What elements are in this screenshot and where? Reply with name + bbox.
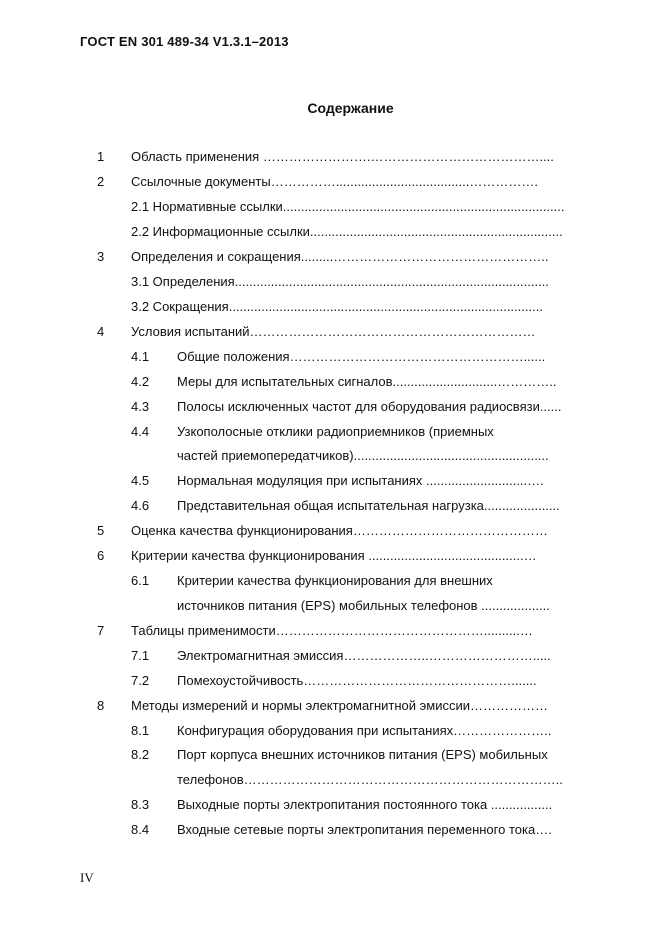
toc-entry-text: Условия испытаний………………………………………………………… <box>131 324 536 339</box>
toc-entry-text: Помехоустойчивость…………………………………………....... <box>177 673 537 688</box>
toc-entry-text: Узкополосные отклики радиоприемников (приемных <box>177 424 494 439</box>
toc-entry-number: 2 <box>97 174 105 189</box>
toc-entry-text: Конфигурация оборудования при испытаниях………………….. <box>177 723 552 738</box>
toc-entry-text: 3.1 Определения....................................................................................... <box>131 274 549 289</box>
toc-entry-number: 8 <box>97 698 105 713</box>
toc-entry-text: 3.2 Сокращения....................................................................................... <box>131 299 543 314</box>
toc-entry-number: 4.2 <box>131 374 150 389</box>
toc-entry-number: 4 <box>97 324 105 339</box>
toc-entry-number: 7.2 <box>131 673 150 688</box>
toc-entry-text: Область применения …………………….………………………………….... <box>131 149 554 164</box>
toc-entry-number: 4.1 <box>131 349 150 364</box>
toc-entry-number: 1 <box>97 149 105 164</box>
toc-entry-text: Методы измерений и нормы электромагнитной эмиссии……………… <box>131 698 548 713</box>
toc-entry-text: 2.2 Информационные ссылки...................................................................... <box>131 224 563 239</box>
toc-entry-number: 8.2 <box>131 747 150 762</box>
toc-entry-text: Оценка качества функционирования……………………………………… <box>131 523 548 538</box>
toc-entry-number: 7.1 <box>131 648 150 663</box>
toc-entry-text: телефонов……………………………………………………………….. <box>177 772 563 787</box>
toc-entry-number: 4.3 <box>131 399 150 414</box>
toc-entry-number: 4.5 <box>131 473 150 488</box>
toc-entry-number: 6 <box>97 548 105 563</box>
toc-entry-text: Критерии качества функционирования ...........................................… <box>131 548 537 563</box>
toc-entry-number: 6.1 <box>131 573 150 588</box>
toc-entry-number: 8.4 <box>131 822 150 837</box>
toc-entry-text: Выходные порты электропитания постоянного тока ................. <box>177 797 553 812</box>
toc-entry-text: Полосы исключенных частот для оборудования радиосвязи...... <box>177 399 562 414</box>
toc-entry-text: Представительная общая испытательная нагрузка..................... <box>177 498 560 513</box>
toc-entry-number: 8.1 <box>131 723 150 738</box>
toc-entry-number: 4.4 <box>131 424 150 439</box>
toc-entry-text: Критерии качества функционирования для внешних <box>177 573 493 588</box>
toc-entry-text: Электромагнитная эмиссия………………..……………………..... <box>177 648 551 663</box>
toc-entry-text: Определения и сокращения.........………………………………………….. <box>131 249 549 264</box>
toc-entry-text: 2.1 Нормативные ссылки.............................................................................. <box>131 199 565 214</box>
toc-entry-text: частей приемопередатчиков)...................................................... <box>177 448 549 463</box>
toc-entry-text: Меры для испытательных сигналов.............................………….. <box>177 374 557 389</box>
toc-entry-number: 5 <box>97 523 105 538</box>
toc-entry-number: 4.6 <box>131 498 150 513</box>
toc-entry-text: Порт корпуса внешних источников питания (EPS) мобильных <box>177 747 548 762</box>
toc-entry-text: Общие положения………………………………………………...... <box>177 349 546 364</box>
toc-entry-text: Ссылочные документы…………….....................................……………. <box>131 174 538 189</box>
toc-entry-text: Таблицы применимости…………………………………………..........… <box>131 623 533 638</box>
toc-entry-number: 7 <box>97 623 105 638</box>
page-number: IV <box>80 870 94 885</box>
toc-entry-text: Входные сетевые порты электропитания переменного тока…. <box>177 822 552 837</box>
document-header: ГОСТ EN 301 489-34 V1.3.1–2013 <box>80 34 289 49</box>
toc-entry-text: источников питания (EPS) мобильных телефонов ................... <box>177 598 550 613</box>
toc-entry-text: Нормальная модуляция при испытаниях ............................…. <box>177 473 544 488</box>
toc-entry-number: 3 <box>97 249 105 264</box>
toc-title: Содержание <box>307 100 394 116</box>
toc-entry-number: 8.3 <box>131 797 150 812</box>
